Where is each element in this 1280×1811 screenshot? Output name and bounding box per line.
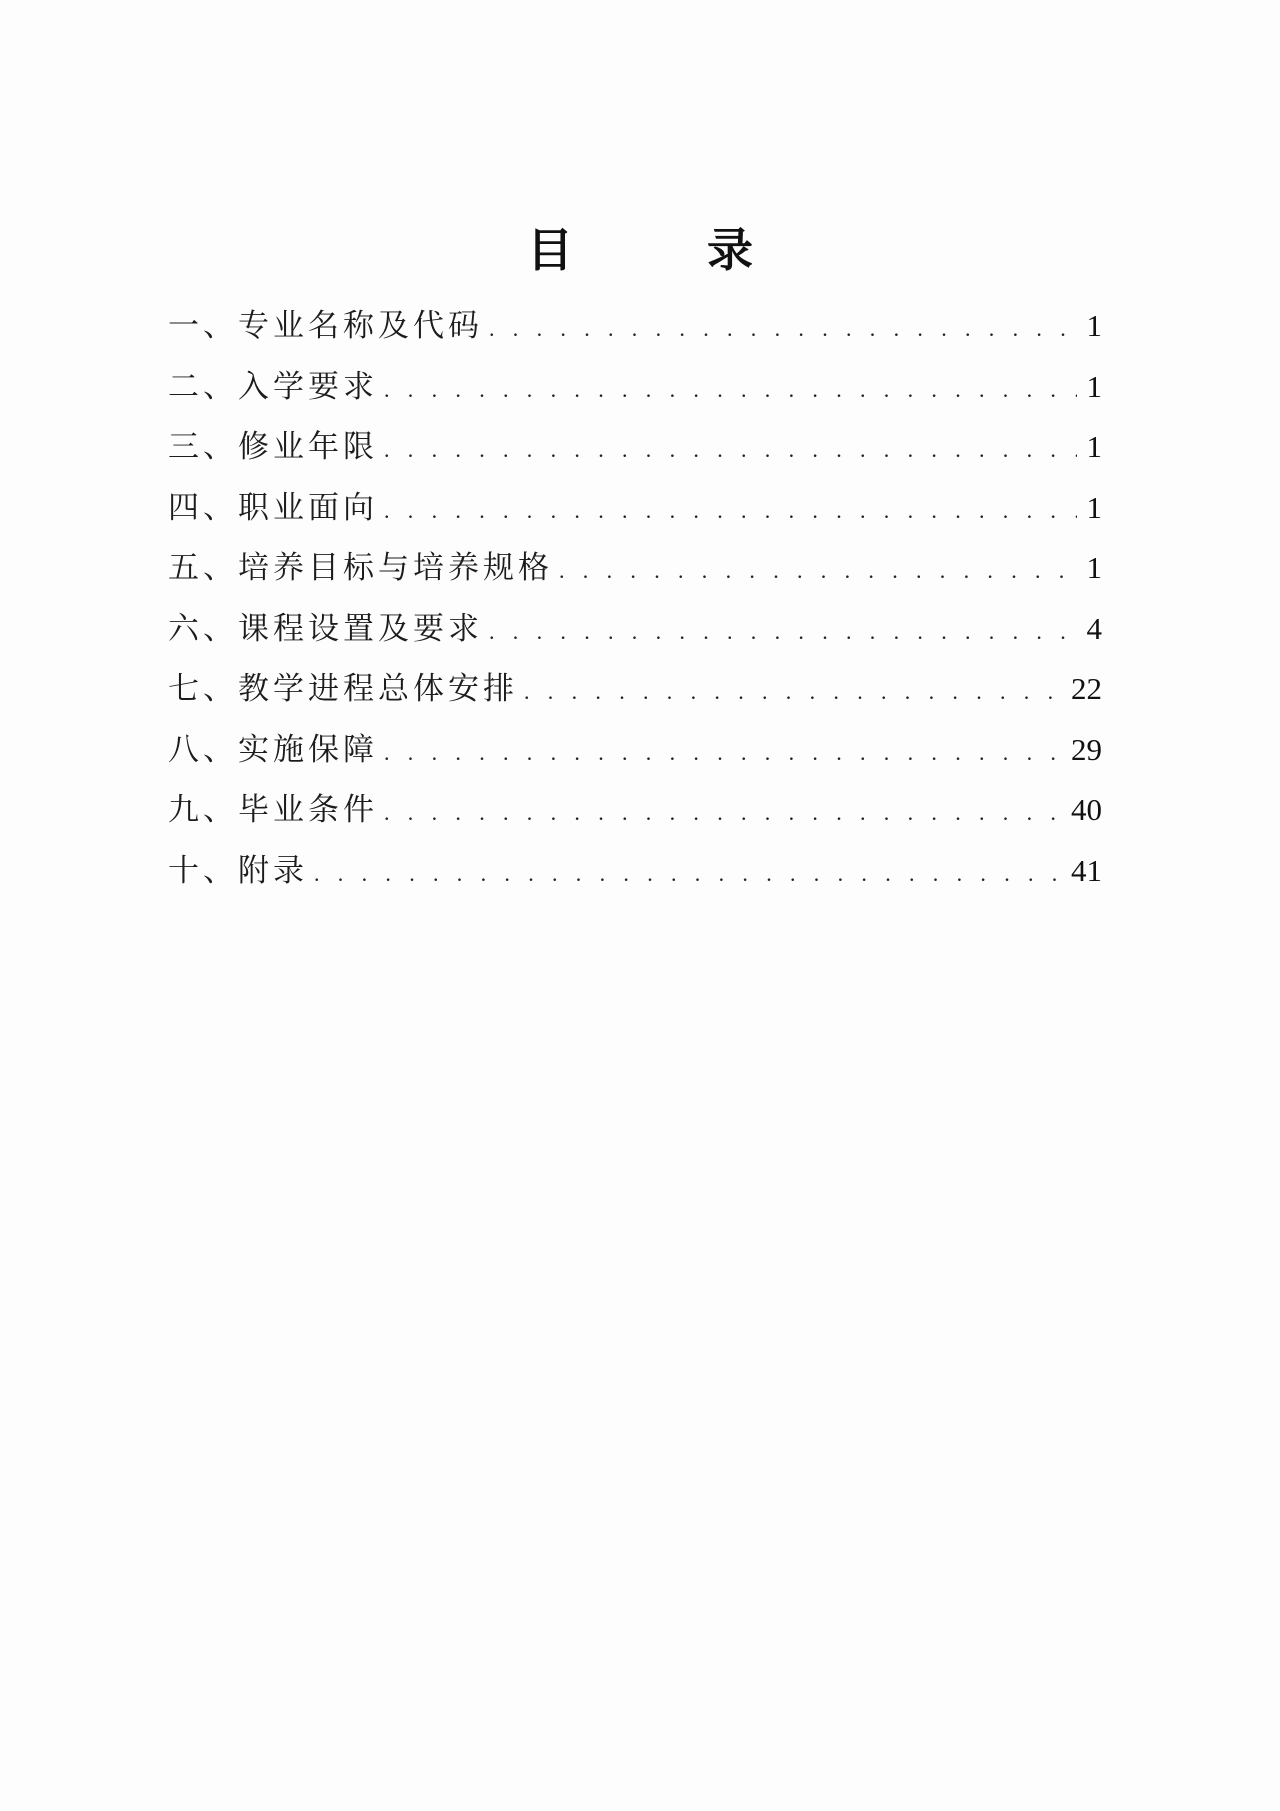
toc-entry-page: 1 — [1086, 550, 1102, 585]
toc-entry[interactable] — [168, 599, 1102, 660]
toc-entry-page: 22 — [1071, 671, 1102, 706]
toc-entry-page: 41 — [1071, 852, 1102, 888]
toc-entry-label: 四、职业面向 — [168, 489, 378, 526]
toc-entry[interactable] — [168, 296, 1102, 357]
toc-entry[interactable] — [168, 357, 1102, 418]
toc-entry[interactable] — [168, 478, 1102, 539]
toc-title: 目 录 — [527, 223, 797, 277]
toc-entry-label: 八、实施保障 — [168, 731, 378, 768]
toc-entry[interactable] — [168, 538, 1102, 599]
toc-entry-label: 七、教学进程总体安排 — [168, 671, 518, 707]
toc-entry-label: 三、修业年限 — [168, 429, 378, 465]
toc-entry[interactable] — [168, 417, 1102, 478]
toc-entry-label: 二、入学要求 — [168, 368, 378, 405]
toc-entry[interactable] — [168, 841, 1102, 902]
toc-entry-page: 1 — [1086, 308, 1102, 343]
toc-entry[interactable] — [168, 720, 1102, 781]
toc-entry-page: 40 — [1071, 792, 1102, 827]
toc-dot-leader — [559, 541, 1077, 602]
toc-dot-leader — [384, 481, 1077, 542]
toc-dot-leader — [384, 360, 1077, 421]
toc-entry-label: 五、培养目标与培养规格 — [168, 550, 553, 586]
toc-entry-label: 九、毕业条件 — [168, 792, 378, 828]
toc-entry-page: 4 — [1086, 610, 1102, 646]
toc-dot-leader — [524, 662, 1061, 723]
toc-dot-leader — [384, 723, 1061, 784]
toc-entry-page: 29 — [1071, 731, 1102, 767]
toc-entry-page: 1 — [1086, 429, 1102, 464]
toc-entry-page: 1 — [1086, 489, 1102, 525]
toc-entry[interactable] — [168, 659, 1102, 720]
toc-entry-label: 六、课程设置及要求 — [168, 610, 483, 647]
toc-entry[interactable] — [168, 780, 1102, 841]
toc-entry-label: 十、附录 — [168, 852, 308, 889]
toc-dot-leader — [384, 420, 1077, 481]
toc-entry-page: 1 — [1086, 368, 1102, 404]
toc-entry-label: 一、专业名称及代码 — [168, 308, 483, 344]
toc-dot-leader — [489, 602, 1077, 663]
toc-list — [168, 296, 1102, 901]
toc-dot-leader — [384, 783, 1061, 844]
toc-dot-leader — [489, 299, 1077, 360]
toc-dot-leader — [314, 844, 1061, 905]
